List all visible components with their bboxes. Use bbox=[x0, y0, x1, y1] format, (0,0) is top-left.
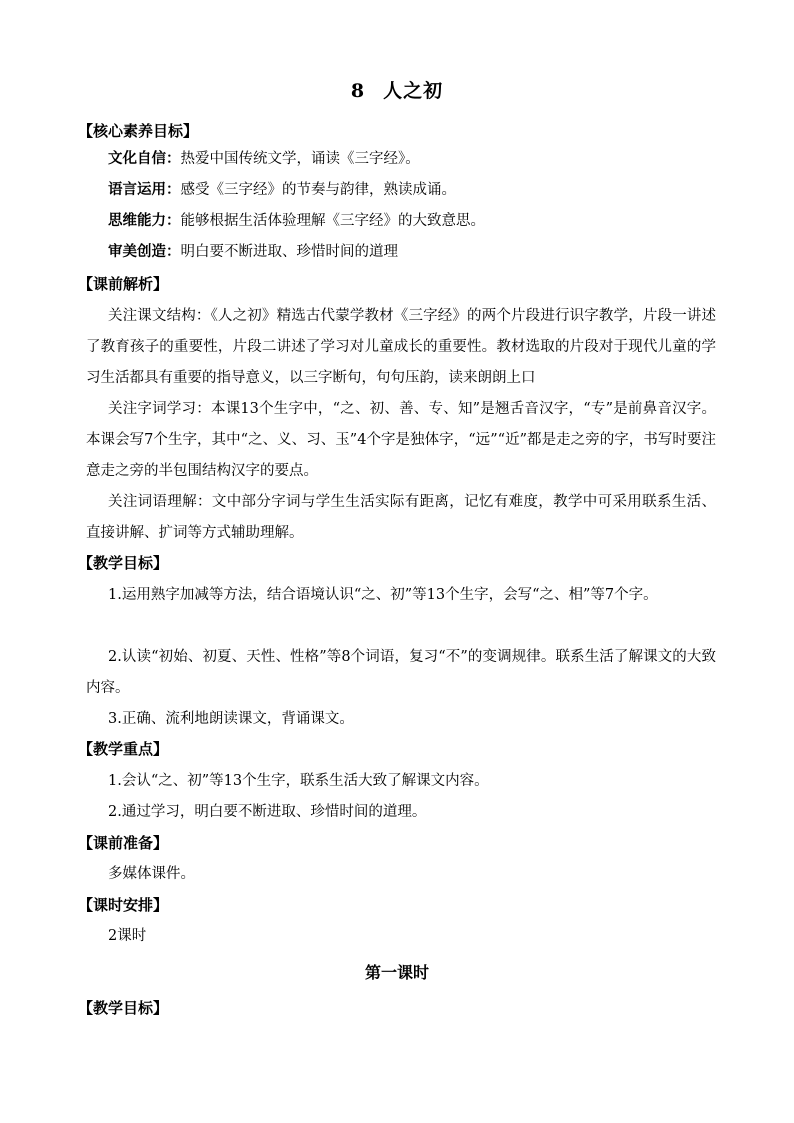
focus-paragraph: 2.通过学习，明白要不断进取、珍惜时间的道理。 bbox=[108, 804, 427, 820]
core-item-label: 语言运用： bbox=[108, 181, 181, 198]
title-number: 8 bbox=[350, 80, 366, 102]
core-item bbox=[108, 149, 420, 169]
focus-paragraph: 1.会认“之、初”等13个生字，联系生活大致了解课文内容。 bbox=[108, 773, 489, 789]
core-item bbox=[108, 180, 456, 200]
schedule-text: 2课时 bbox=[108, 928, 147, 944]
core-item bbox=[108, 211, 485, 231]
core-item-label: 思维能力： bbox=[108, 212, 181, 229]
core-item-text: 感受《三字经》的节奏与韵律，熟读成诵。 bbox=[180, 182, 456, 198]
prep-text: 多媒体课件。 bbox=[108, 866, 195, 882]
analysis-paragraph: 关注字词学习：本课13个生字中，“之、初、善、专、知”是翘舌音汉字，“专”是前鼻音汉字。本课会写7个生字，其中“之、义、习、玉”4个字是独体字，“远”“近”都是走之旁的字，书写时要注意走之旁的半包围结构汉字的要点。 bbox=[86, 401, 716, 479]
goal-paragraph: 2.认读“初始、初夏、天性、性格”等8个词语，复习“不”的变调规律。联系生活了解课文的大致内容。 bbox=[86, 649, 716, 696]
section-heading-goals: 【教学目标】 bbox=[78, 554, 169, 572]
goal-paragraph: 3.正确、流利地朗读课文，背诵课文。 bbox=[108, 711, 354, 727]
analysis-paragraph: 关注课文结构：《人之初》精选古代蒙学教材《三字经》的两个片段进行识字教学，片段一讲述了教育孩子的重要性，片段二讲述了学习对儿童成长的重要性。教材选取的片段对于现代儿童的学习生活都具有重要的指导意义，以三字断句，句句压韵，读来朗朗上口 bbox=[86, 308, 716, 386]
section-heading-schedule: 【课时安排】 bbox=[78, 896, 169, 914]
section-heading-core: 【核心素养目标】 bbox=[78, 122, 199, 140]
core-item bbox=[108, 242, 398, 262]
core-item-text: 热爱中国传统文学，诵读《三字经》。 bbox=[180, 151, 420, 167]
section-heading-prep: 【课前准备】 bbox=[78, 834, 169, 852]
core-item-text: 明白要不断进取、珍惜时间的道理 bbox=[180, 244, 398, 260]
section-heading-focus: 【教学重点】 bbox=[78, 740, 169, 758]
lesson-subtitle: 第一课时 bbox=[364, 963, 429, 982]
core-item-label: 审美创造： bbox=[108, 243, 181, 260]
core-item-text: 能够根据生活体验理解《三字经》的大致意思。 bbox=[180, 213, 485, 229]
section-heading-goals-2: 【教学目标】 bbox=[78, 999, 169, 1017]
analysis-paragraph: 关注词语理解：文中部分字词与学生生活实际有距离，记忆有难度，教学中可采用联系生活、直接讲解、扩词等方式辅助理解。 bbox=[86, 494, 716, 541]
section-heading-analysis: 【课前解析】 bbox=[78, 275, 169, 293]
title-text: 人之初 bbox=[383, 80, 444, 102]
goal-paragraph: 1.运用熟字加减等方法，结合语境认识“之、初”等13个生字，会写“之、相”等7个字。 bbox=[108, 587, 658, 603]
core-item-label: 文化自信： bbox=[108, 150, 181, 167]
page-title bbox=[0, 76, 794, 103]
